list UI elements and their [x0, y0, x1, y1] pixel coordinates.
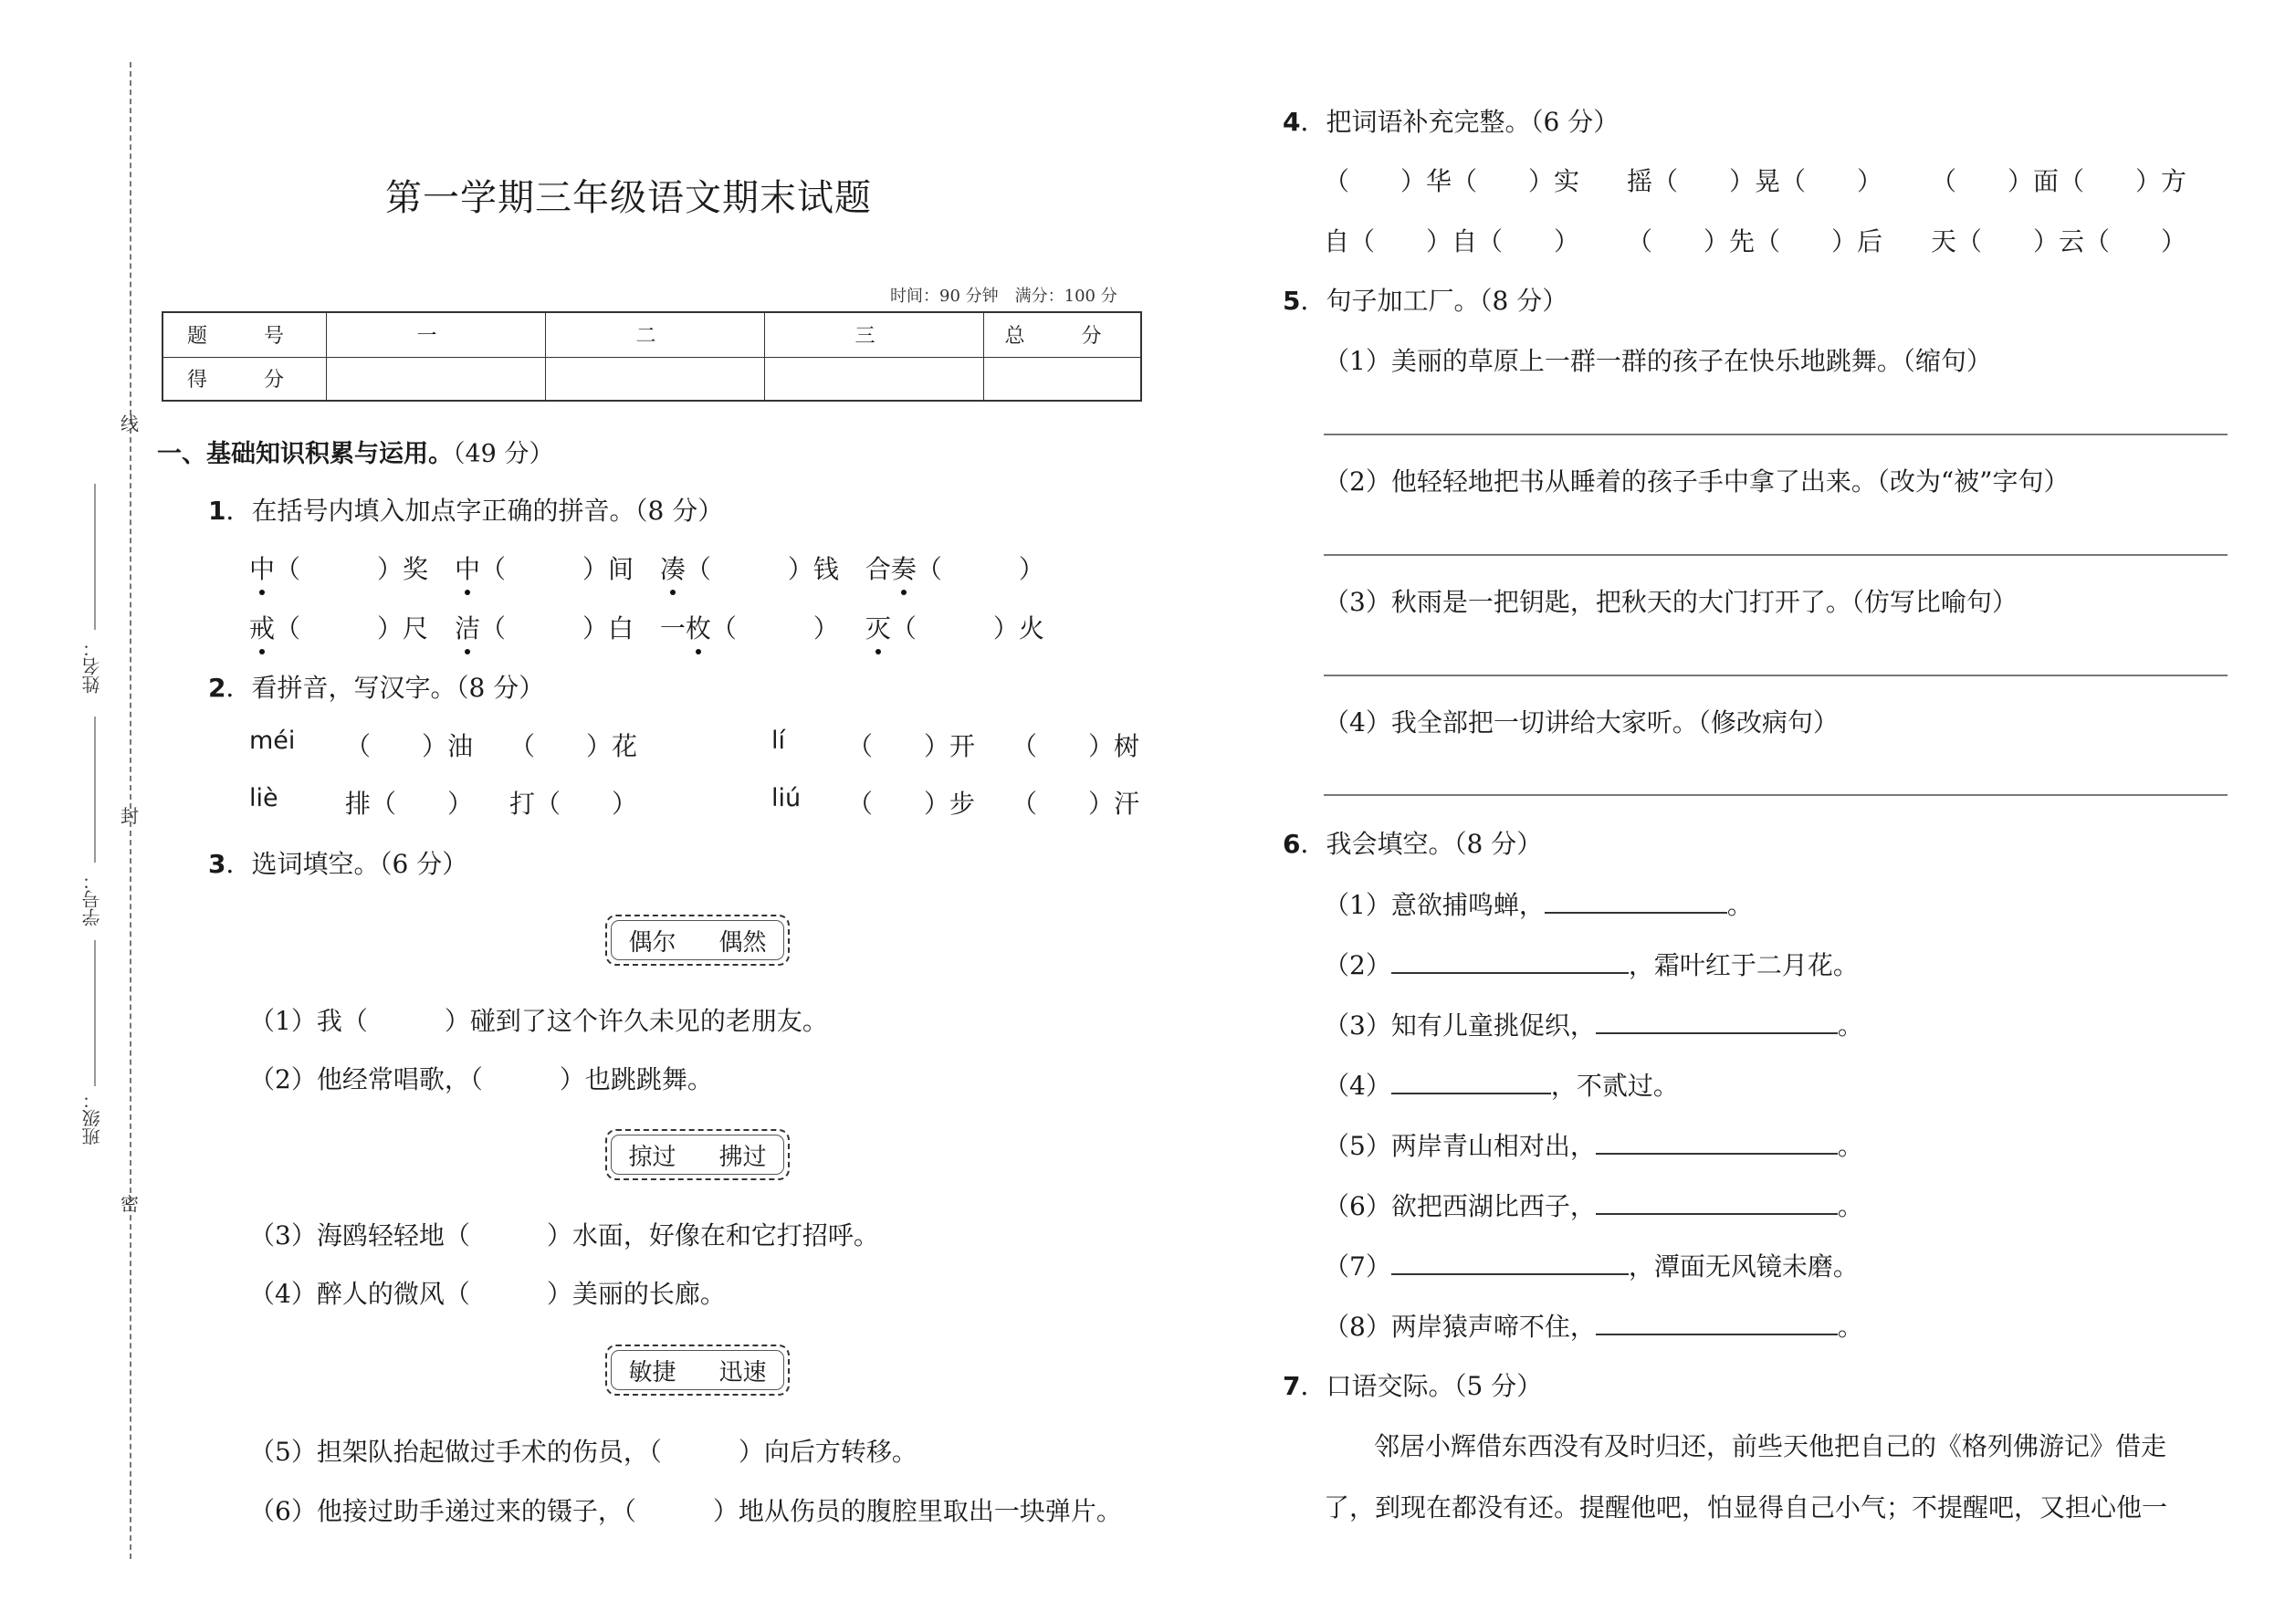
q1-blank[interactable]: （ ）火	[890, 613, 1044, 644]
word-option: 掠过	[628, 1143, 676, 1171]
question-7-text: 口语交际。（5 分）	[1326, 1371, 1543, 1401]
q1-dotted-char: 戒	[249, 609, 275, 645]
q2-blank[interactable]: （ ）树	[1012, 731, 1140, 761]
q4-item: 天（ ）云（ ）	[1931, 226, 2187, 256]
q3-item: （6）他接过助手递过来的镊子，（ ）地从伤员的腹腔里取出一块弹片。	[249, 1496, 1122, 1526]
student-id-field-line[interactable]	[94, 717, 96, 863]
word-choice-box	[605, 1345, 790, 1396]
q5-item: （4）我全部把一切讲给大家听。（修改病句）	[1324, 707, 1839, 738]
binding-mark-xian: 线	[121, 413, 139, 434]
q2-pinyin: lí	[771, 727, 786, 755]
word-choice-box	[605, 915, 790, 966]
q1-plain-char: 合	[865, 554, 891, 584]
q3-item: （3）海鸥轻轻地（ ）水面，好像在和它打招呼。	[249, 1220, 879, 1251]
name-field-label: 姓名：	[81, 639, 103, 694]
q6-item	[1324, 1065, 1679, 1103]
q2-blank[interactable]: 打（ ）	[509, 789, 638, 819]
q4-item: 摇（ ）晃（ ）	[1627, 166, 1883, 196]
question-5-text: 句子加工厂。（8 分）	[1326, 286, 1568, 316]
q1-blank[interactable]: （ ）尺	[275, 613, 429, 644]
q4-item: （ ）先（ ）后	[1627, 226, 1883, 256]
q2-blank[interactable]: （ ）开	[847, 731, 976, 761]
q6-item-after: 。	[1726, 890, 1753, 920]
section-1-title: 一、基础知识积累与运用。	[157, 440, 453, 468]
q4-item: （ ）面（ ）方	[1931, 166, 2187, 196]
q6-item	[1324, 1005, 1863, 1042]
fill-blank[interactable]	[1596, 1005, 1838, 1034]
q2-pinyin: méi	[249, 727, 296, 755]
page-title: 第一学期三年级语文期末试题	[385, 177, 872, 219]
q6-item-number: （1）	[1324, 890, 1391, 920]
q2-blank[interactable]: （ ）花	[509, 731, 638, 761]
question-1-text: 在括号内填入加点字正确的拼音。（8 分）	[251, 496, 724, 526]
q1-dotted-char: 灭	[865, 609, 891, 645]
fill-blank[interactable]	[1391, 945, 1629, 974]
question-3-number: 3	[208, 849, 226, 879]
answer-line[interactable]	[1324, 794, 2228, 796]
q6-item-number: （4）	[1324, 1071, 1391, 1101]
q4-item: （ ）华（ ）实	[1324, 166, 1580, 196]
q6-item-number: （7）	[1324, 1251, 1391, 1282]
q3-item: （1）我（ ）碰到了这个许久未见的老朋友。	[249, 1006, 828, 1036]
question-1-prompt: 1．在括号内填入加点字正确的拼音。（8 分）	[208, 496, 724, 526]
q6-item-before: 两岸猿声啼不住，	[1390, 1312, 1596, 1342]
q6-item	[1324, 1125, 1863, 1163]
fill-blank[interactable]	[1596, 1125, 1838, 1155]
q2-blank[interactable]: 排（ ）	[345, 789, 474, 819]
q3-item: （5）担架队抬起做过手术的伤员，（ ）向后方转移。	[249, 1437, 917, 1467]
score-header-2: 二	[546, 312, 765, 357]
score-table	[162, 311, 1142, 402]
class-field-label: 班级：	[81, 1091, 103, 1146]
q2-pinyin: liè	[249, 784, 278, 812]
q6-item-after: 。	[1837, 1131, 1863, 1161]
time-and-score-info: 时间：90 分钟 满分：100 分	[890, 287, 1117, 306]
q3-item: （4）醉人的微风（ ）美丽的长廊。	[249, 1279, 726, 1309]
question-4-prompt: 4．把词语补充完整。（6 分）	[1283, 107, 1620, 137]
q6-item	[1324, 1246, 1859, 1283]
question-6-text: 我会填空。（8 分）	[1326, 829, 1543, 859]
binding-mark-mi: 密	[121, 1193, 139, 1215]
q6-item	[1324, 884, 1753, 922]
q5-item: （1）美丽的草原上一群一群的孩子在快乐地跳舞。（缩句）	[1324, 346, 1992, 376]
section-1-heading	[157, 434, 553, 469]
q1-dotted-char: 枚	[686, 609, 711, 645]
q1-blank[interactable]: （ ）奖	[275, 554, 429, 584]
question-1-number: 1	[208, 496, 226, 526]
question-5-number: 5	[1283, 286, 1301, 316]
q2-blank[interactable]: （ ）步	[847, 789, 976, 819]
q6-item-number: （3）	[1324, 1010, 1391, 1041]
fill-blank[interactable]	[1596, 1306, 1838, 1335]
score-header-3: 三	[765, 312, 984, 357]
score-header-1: 一	[327, 312, 546, 357]
q6-item-after: ，霜叶红于二月花。	[1628, 950, 1859, 980]
question-7-prompt: 7．口语交际。（5 分）	[1283, 1371, 1543, 1401]
q5-item: （2）他轻轻地把书从睡着的孩子手中拿了出来。（改为“被”字句）	[1324, 466, 2070, 497]
q1-blank[interactable]: （ ）白	[479, 613, 634, 644]
question-4-text: 把词语补充完整。（6 分）	[1326, 107, 1620, 137]
q1-blank[interactable]: （ ）	[710, 613, 839, 644]
q6-item-after: ，不贰过。	[1550, 1071, 1679, 1101]
score-cell-3[interactable]	[765, 357, 984, 401]
word-option: 偶然	[718, 928, 767, 957]
q6-item-number: （6）	[1324, 1191, 1391, 1221]
fill-blank[interactable]	[1391, 1065, 1551, 1094]
q6-item-after: 。	[1837, 1191, 1863, 1221]
question-6-number: 6	[1283, 829, 1301, 859]
q6-item	[1324, 1186, 1863, 1223]
question-1-row-2	[249, 609, 1126, 645]
answer-line[interactable]	[1324, 554, 2228, 556]
q6-item	[1324, 945, 1859, 982]
question-2-number: 2	[208, 673, 226, 703]
word-option: 拂过	[718, 1143, 767, 1171]
q6-item	[1324, 1306, 1863, 1344]
q6-item-before: 两岸青山相对出，	[1390, 1131, 1596, 1161]
question-6-prompt: 6．我会填空。（8 分）	[1283, 829, 1543, 859]
q6-item-before: 意欲捕鸣蝉，	[1390, 890, 1545, 920]
q1-blank[interactable]: （ ）	[916, 554, 1044, 584]
word-option: 偶尔	[628, 928, 676, 957]
binding-mark-feng: 封	[121, 805, 139, 827]
q1-blank[interactable]: （ ）钱	[685, 554, 839, 584]
question-2-prompt: 2．看拼音，写汉字。（8 分）	[208, 673, 545, 703]
name-field-line[interactable]	[94, 484, 96, 630]
question-4-number: 4	[1283, 107, 1301, 137]
class-field-line[interactable]	[94, 940, 96, 1086]
score-header-total: 总 分	[984, 312, 1142, 357]
q1-dotted-char: 中	[249, 549, 275, 586]
q6-item-after: ，潭面无风镜未磨。	[1628, 1251, 1859, 1282]
q1-dotted-char: 洁	[455, 609, 480, 645]
q2-pinyin: liú	[771, 784, 802, 812]
answer-line[interactable]	[1324, 434, 2228, 435]
answer-line[interactable]	[1324, 675, 2228, 676]
fill-blank[interactable]	[1391, 1246, 1629, 1275]
question-7-number: 7	[1283, 1371, 1301, 1401]
q6-item-number: （8）	[1324, 1312, 1391, 1342]
q6-item-before: 欲把西湖比西子，	[1390, 1191, 1596, 1221]
q1-dotted-char: 奏	[891, 549, 917, 586]
section-1-points: （49 分）	[453, 440, 554, 468]
q6-item-after: 。	[1837, 1312, 1863, 1342]
question-5-prompt: 5．句子加工厂。（8 分）	[1283, 286, 1568, 316]
q4-item: 自（ ）自（ ）	[1324, 226, 1580, 256]
score-cell-total[interactable]	[984, 357, 1142, 401]
q6-item-number: （2）	[1324, 950, 1391, 980]
q6-item-number: （5）	[1324, 1131, 1391, 1161]
score-cell-2[interactable]	[546, 357, 765, 401]
question-2-text: 看拼音，写汉字。（8 分）	[251, 673, 545, 703]
student-id-field-label: 学号：	[81, 872, 103, 926]
word-option: 敏捷	[628, 1358, 676, 1387]
word-option: 迅速	[718, 1358, 767, 1387]
q1-plain-char: 一	[659, 613, 686, 644]
q7-paragraph-line: 了，到现在都没有还。提醒他吧，怕显得自己小气；不提醒吧，又担心他一	[1324, 1492, 2168, 1523]
q7-paragraph-line: 邻居小辉借东西没有及时归还，前些天他把自己的《格列佛游记》借走	[1374, 1431, 2167, 1461]
fill-blank[interactable]	[1545, 884, 1727, 914]
q5-item: （3）秋雨是一把钥匙，把秋天的大门打开了。（仿写比喻句）	[1324, 587, 2018, 617]
score-header-label: 题 号	[163, 312, 327, 357]
q2-blank[interactable]: （ ）汗	[1012, 789, 1140, 819]
q6-item-after: 。	[1837, 1010, 1863, 1041]
q2-blank[interactable]: （ ）油	[345, 731, 474, 761]
q1-blank[interactable]: （ ）间	[479, 554, 634, 584]
question-3-prompt: 3．选词填空。（6 分）	[208, 849, 468, 879]
word-choice-box	[605, 1129, 790, 1180]
q3-item: （2）他经常唱歌，（ ）也跳跳舞。	[249, 1064, 713, 1094]
question-3-text: 选词填空。（6 分）	[251, 849, 468, 879]
score-row-label: 得 分	[163, 357, 327, 401]
score-cell-1[interactable]	[327, 357, 546, 401]
q1-dotted-char: 凑	[660, 549, 686, 586]
q1-dotted-char: 中	[455, 549, 480, 586]
question-1-row-1	[249, 549, 1126, 586]
fill-blank[interactable]	[1596, 1186, 1838, 1215]
q6-item-before: 知有儿童挑促织，	[1390, 1010, 1596, 1041]
